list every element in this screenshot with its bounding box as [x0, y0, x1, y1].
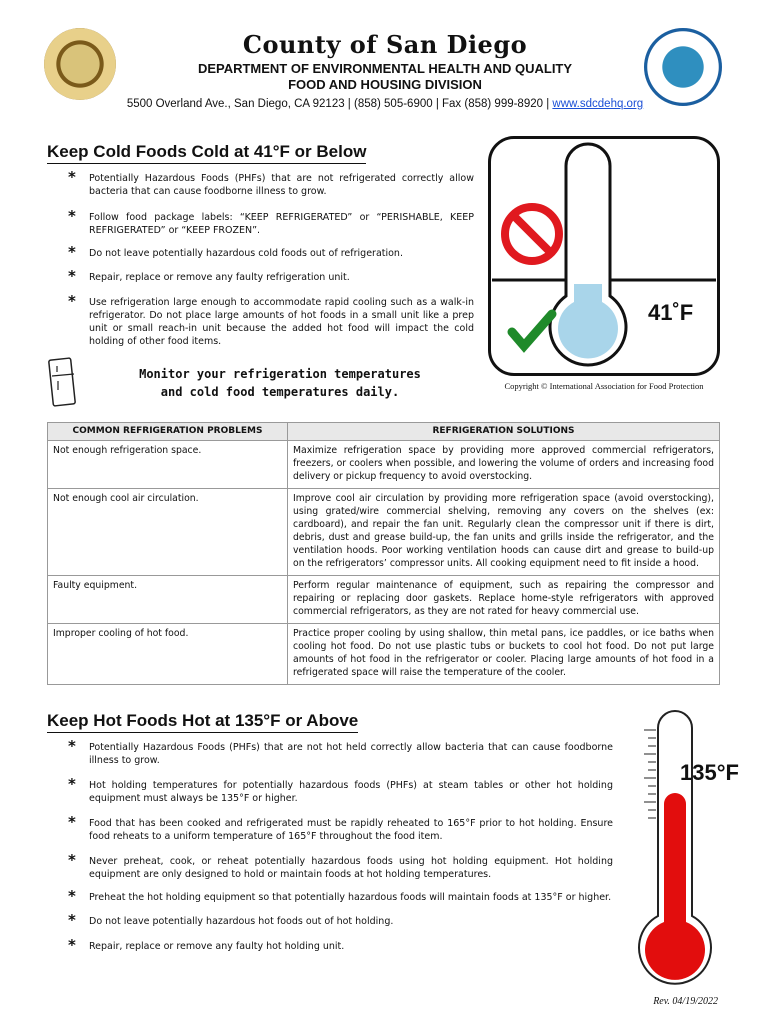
county-title: County of San Diego	[242, 30, 528, 59]
table-row	[48, 441, 720, 489]
hot-thermometer-graphic	[630, 706, 720, 990]
division-name: FOOD AND HOUSING DIVISION	[288, 77, 482, 92]
department-name: DEPARTMENT OF ENVIRONMENTAL HEALTH AND QUALITY	[197, 61, 573, 76]
problem-cell: Not enough refrigeration space.	[48, 441, 288, 489]
table-row	[48, 489, 720, 576]
solution-cell: Maximize refrigeration space by providing more approved commercial refrigerators, freezers, or coolers when possible, and lowering the volume of orders and increasing food delivery or pickup frequency to avoid overstocking.	[288, 441, 720, 489]
table-row	[48, 624, 720, 685]
cold-thermometer-drawing	[488, 136, 720, 376]
refrigerator-icon	[48, 356, 78, 410]
refrigeration-table	[47, 422, 720, 685]
problem-cell: Improper cooling of hot food.	[48, 624, 288, 685]
table-header-row	[48, 423, 720, 441]
cold-section-title: Keep Cold Foods Cold at 41°F or Below	[47, 142, 366, 164]
solution-cell: Perform regular maintenance of equipment, such as repairing the compressor and repairing or replacing door gaskets. Replace home-style refrigerators with approved commercial refrigerators, as they are not rated for heavy commercial use.	[288, 576, 720, 624]
problem-cell: Faulty equipment.	[48, 576, 288, 624]
contact-line	[0, 98, 770, 110]
department-heading	[0, 61, 770, 93]
monitor-line-1: Monitor your refrigeration temperatures	[139, 367, 421, 381]
monitor-line-2: and cold food temperatures daily.	[160, 385, 400, 399]
hot-section-title: Keep Hot Foods Hot at 135°F or Above	[47, 711, 358, 733]
solutions-header: REFRIGERATION SOLUTIONS	[288, 423, 720, 441]
solution-cell: Improve cool air circulation by providing more refrigeration space (avoid overstocking), using grated/wire commercial shelving, removing any covers on the shelves (ex: cardboard), and repair the fan unit. Regularly clean the compressor unit if there is dirt, debris, dust and grease build-up, the fan units and grills inside the refrigerator, and the ventilation hoods. Poor working ventilation hoods can cause dirt and grease to build-up on the refrigerators’ compressor units. All cooking equipment need to fit inside a hood.	[288, 489, 720, 576]
table-row	[48, 576, 720, 624]
monitor-reminder	[130, 365, 430, 401]
problems-header: COMMON REFRIGERATION PROBLEMS	[48, 423, 288, 441]
solution-cell: Practice proper cooling by using shallow, thin metal pans, ice paddles, or ice baths when cooling hot food. Do not use plastic tubs or buckets to cool hot food. Do not put large amounts of hot food in the refrigerator or cooler. Placing large amounts of hot food in a refrigerated space will raise the temperature of the cooler.	[288, 624, 720, 685]
checkmark-icon	[512, 314, 552, 346]
address-text: 5500 Overland Ave., San Diego, CA 92123 | (858) 505-6900 | Fax (858) 999-8920 |	[126, 98, 553, 110]
hot-temp-label: 135°F	[680, 760, 739, 785]
website-link[interactable]: www.sdcdehq.org	[552, 98, 644, 110]
no-symbol-icon	[505, 207, 559, 261]
problem-cell: Not enough cool air circulation.	[48, 489, 288, 576]
copyright-notice: Copyright © International Association for Food Protection	[504, 381, 704, 391]
revision-date: Rev. 04/19/2022	[653, 996, 718, 1007]
cold-temp-label: 41˚F	[648, 300, 694, 325]
